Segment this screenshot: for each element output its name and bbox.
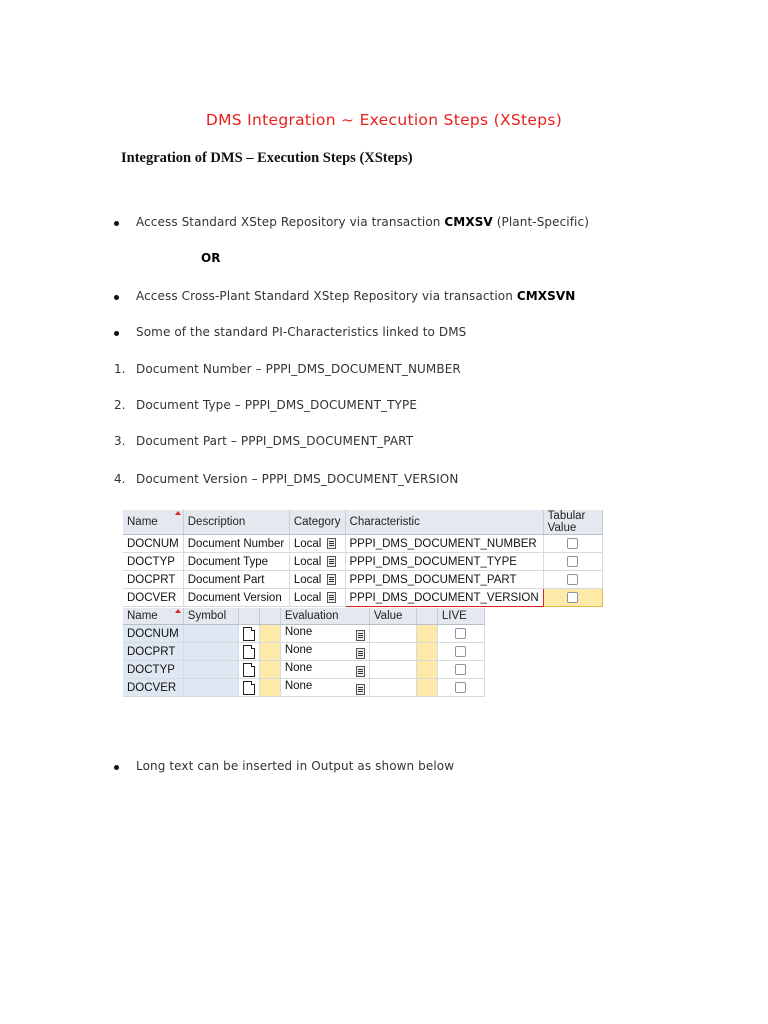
column-header-symbol[interactable]: Symbol: [183, 608, 238, 625]
cell-characteristic[interactable]: PPPI_DMS_DOCUMENT_NUMBER: [345, 535, 543, 553]
cell-value[interactable]: [369, 661, 416, 679]
list-number: 2.: [114, 398, 126, 412]
table-row[interactable]: [123, 661, 485, 679]
or-text: OR: [201, 251, 221, 265]
value-help-icon[interactable]: [327, 592, 336, 603]
cell-tabular-value: [543, 571, 602, 589]
cell-symbol[interactable]: [183, 643, 238, 661]
table-header-row: [123, 608, 485, 625]
cell-tabular-value: [543, 589, 602, 607]
cell-category[interactable]: Local: [289, 535, 345, 553]
cell-name[interactable]: DOCNUM: [123, 625, 183, 643]
cell-value[interactable]: [369, 643, 416, 661]
column-header-evaluation[interactable]: Evaluation: [280, 608, 369, 625]
table-row[interactable]: [123, 571, 603, 589]
cell-live: [437, 679, 484, 697]
cell-evaluation[interactable]: None: [280, 625, 369, 643]
document-icon[interactable]: [243, 663, 255, 677]
cell-document[interactable]: [238, 661, 259, 679]
cell-evaluation[interactable]: None: [280, 679, 369, 697]
live-checkbox[interactable]: [455, 646, 466, 657]
cell-evaluation[interactable]: None: [280, 643, 369, 661]
bullet: [114, 221, 119, 226]
sort-indicator-icon: [175, 511, 181, 515]
table-row[interactable]: [123, 589, 603, 607]
cell-live: [437, 661, 484, 679]
cell-document[interactable]: [238, 625, 259, 643]
cell-input[interactable]: [259, 661, 280, 679]
live-checkbox[interactable]: [455, 628, 466, 639]
list-item: Document Number – PPPI_DMS_DOCUMENT_NUMBER: [136, 362, 461, 376]
column-header-category[interactable]: Category: [289, 510, 345, 535]
column-header-value[interactable]: Value: [369, 608, 416, 625]
cell-tabular-value: [543, 535, 602, 553]
cell-description[interactable]: Document Type: [183, 553, 289, 571]
bullet: [114, 295, 119, 300]
tabular-value-checkbox[interactable]: [567, 592, 578, 603]
cell-input[interactable]: [416, 679, 437, 697]
cell-document[interactable]: [238, 679, 259, 697]
table-row[interactable]: [123, 679, 485, 697]
column-header-tabular-value[interactable]: Tabular Value: [543, 510, 602, 535]
column-header-live[interactable]: LIVE: [437, 608, 484, 625]
value-help-icon[interactable]: [356, 648, 365, 659]
access-cross-line: Access Cross-Plant Standard XStep Repository via transaction CMXSVN: [136, 289, 576, 303]
cell-name[interactable]: DOCVER: [123, 589, 183, 607]
column-header-name[interactable]: Name: [123, 608, 183, 625]
cell-characteristic[interactable]: PPPI_DMS_DOCUMENT_TYPE: [345, 553, 543, 571]
cell-characteristic[interactable]: PPPI_DMS_DOCUMENT_PART: [345, 571, 543, 589]
value-help-icon[interactable]: [356, 630, 365, 641]
table-row[interactable]: [123, 643, 485, 661]
column-header-icon: [238, 608, 259, 625]
cell-name[interactable]: DOCPRT: [123, 643, 183, 661]
cell-description[interactable]: Document Version: [183, 589, 289, 607]
tabular-value-checkbox[interactable]: [567, 538, 578, 549]
cell-input[interactable]: [416, 661, 437, 679]
column-header-icon: [416, 608, 437, 625]
list-number: 4.: [114, 472, 126, 486]
live-checkbox[interactable]: [455, 664, 466, 675]
column-header-description[interactable]: Description: [183, 510, 289, 535]
document-icon[interactable]: [243, 681, 255, 695]
cell-input[interactable]: [416, 625, 437, 643]
value-help-icon[interactable]: [327, 556, 336, 567]
value-help-icon[interactable]: [356, 684, 365, 695]
table-row[interactable]: [123, 535, 603, 553]
section-subtitle: Integration of DMS – Execution Steps (XSteps): [121, 150, 413, 166]
cell-value[interactable]: [369, 625, 416, 643]
sort-indicator-icon: [175, 609, 181, 613]
cell-symbol[interactable]: [183, 661, 238, 679]
value-help-icon[interactable]: [356, 666, 365, 677]
cell-input[interactable]: [259, 643, 280, 661]
column-header-name[interactable]: Name: [123, 510, 183, 535]
value-help-icon[interactable]: [327, 538, 336, 549]
cell-input[interactable]: [416, 643, 437, 661]
document-icon[interactable]: [243, 627, 255, 641]
value-help-icon[interactable]: [327, 574, 336, 585]
cell-category[interactable]: Local: [289, 553, 345, 571]
column-header-characteristic[interactable]: Characteristic: [345, 510, 543, 535]
cell-tabular-value: [543, 553, 602, 571]
cell-name[interactable]: DOCVER: [123, 679, 183, 697]
access-standard-line: Access Standard XStep Repository via transaction CMXSV (Plant-Specific): [136, 215, 589, 229]
standard-characteristics-line: Some of the standard PI-Characteristics linked to DMS: [136, 325, 467, 339]
table-row[interactable]: [123, 625, 485, 643]
cell-category[interactable]: Local: [289, 589, 345, 607]
cell-input[interactable]: [259, 625, 280, 643]
bullet: [114, 331, 119, 336]
cell-live: [437, 625, 484, 643]
list-item: Document Version – PPPI_DMS_DOCUMENT_VERSION: [136, 472, 459, 486]
column-header-icon: [259, 608, 280, 625]
cell-symbol[interactable]: [183, 679, 238, 697]
cell-value[interactable]: [369, 679, 416, 697]
cell-input[interactable]: [259, 679, 280, 697]
cell-name[interactable]: DOCTYP: [123, 661, 183, 679]
cell-live: [437, 643, 484, 661]
list-number: 3.: [114, 434, 126, 448]
cell-symbol[interactable]: [183, 625, 238, 643]
evaluation-table: [123, 608, 485, 697]
long-text-line: Long text can be inserted in Output as shown below: [136, 759, 455, 773]
table-row[interactable]: [123, 553, 603, 571]
list-item: Document Part – PPPI_DMS_DOCUMENT_PART: [136, 434, 414, 448]
tabular-value-checkbox[interactable]: [567, 574, 578, 585]
list-number: 1.: [114, 362, 126, 376]
list-item: Document Type – PPPI_DMS_DOCUMENT_TYPE: [136, 398, 418, 412]
cell-category[interactable]: Local: [289, 571, 345, 589]
tabular-value-checkbox[interactable]: [567, 556, 578, 567]
cell-document[interactable]: [238, 643, 259, 661]
cell-description[interactable]: Document Part: [183, 571, 289, 589]
cell-name[interactable]: DOCTYP: [123, 553, 183, 571]
page-title: DMS Integration ~ Execution Steps (XSteps): [205, 111, 563, 129]
cell-characteristic[interactable]: PPPI_DMS_DOCUMENT_VERSION: [345, 589, 543, 607]
live-checkbox[interactable]: [455, 682, 466, 693]
bullet: [114, 765, 119, 770]
characteristics-table: [123, 510, 603, 607]
table-header-row: [123, 510, 603, 535]
cell-name[interactable]: DOCNUM: [123, 535, 183, 553]
cell-evaluation[interactable]: None: [280, 661, 369, 679]
cell-name[interactable]: DOCPRT: [123, 571, 183, 589]
document-icon[interactable]: [243, 645, 255, 659]
cell-description[interactable]: Document Number: [183, 535, 289, 553]
